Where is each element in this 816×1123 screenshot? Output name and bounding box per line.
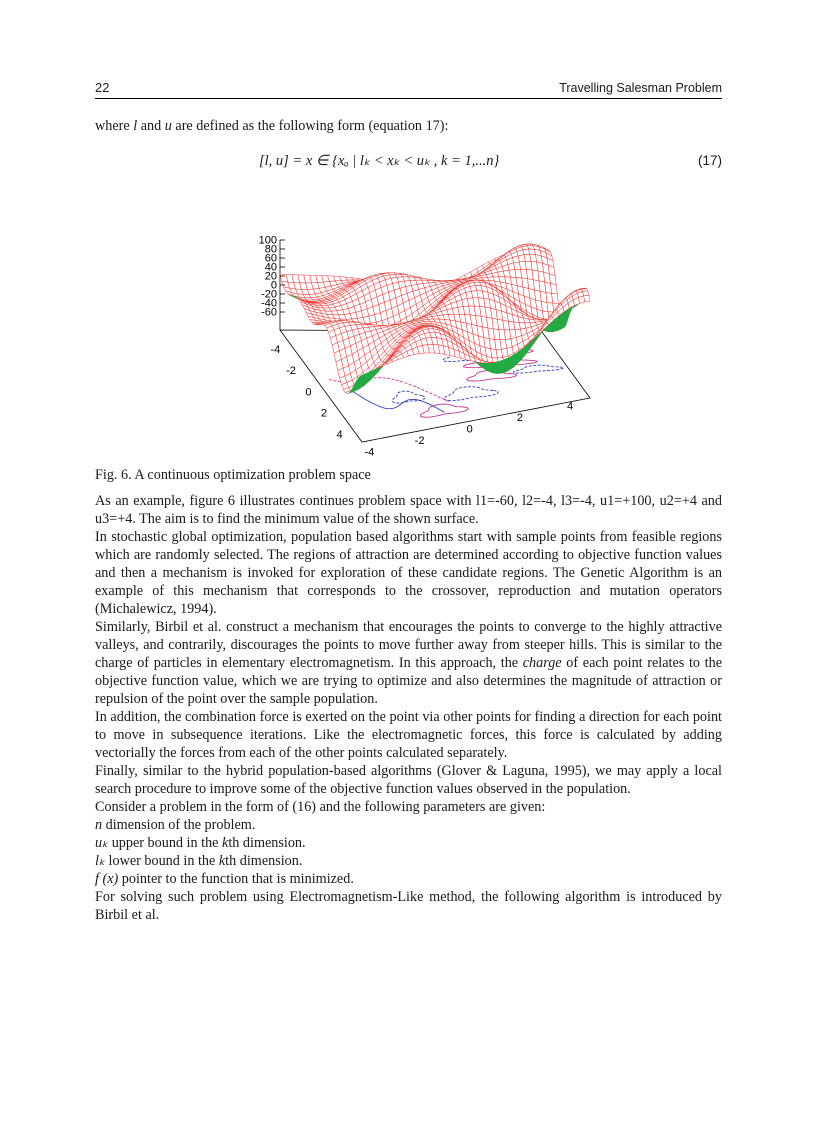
front-axis-tick-label: -4 [364,446,375,459]
param-text: upper bound in the [108,835,223,851]
intro-pre: where [95,118,134,134]
birbil-post: of each point relates to the objective function value, which we are trying to optimize and also determines the magnitude of attraction or repulsion of the point over the sample population. [95,655,722,707]
z-tick-label: 0 [270,279,277,292]
page-header [95,80,722,99]
equation-formula: [l, u] = x ∈ {xₐ | lₖ < xₖ < uₖ , k = 1,...n} [259,153,500,169]
body-text [95,492,722,924]
param-symbol: f (x) [95,871,119,887]
z-tick-label: 60 [264,252,277,265]
intro-u: u [164,118,172,134]
paragraph: Consider a problem in the form of (16) and the following parameters are given: [95,799,546,815]
z-tick-label: 100 [258,234,277,247]
param-n [95,816,722,834]
equation-17 [95,153,722,175]
running-title: Travelling Salesman Problem [559,81,722,95]
figure-6-surface-plot [238,200,598,470]
param-k: k [218,853,226,869]
param-symbol: uₖ [95,835,109,851]
left-axis [271,344,343,441]
left-axis-tick-label: 0 [305,386,312,399]
param-text: dimension of the problem. [102,817,256,833]
left-axis-tick-label: 4 [336,428,343,441]
param-text: lower bound in the [104,853,219,869]
surface-cell [551,283,558,294]
param-u [95,834,722,852]
left-axis-tick-label: 2 [320,407,328,420]
paragraph: In addition, the combination force is exerted on the point via other points for finding a direction for each point to move in subsequence iterations. Like the electromagnetic forces, this force is calculated by adding vectorially the forces from each of the other points calculated separately. [95,709,722,761]
param-l [95,852,722,870]
intro-mid: and [137,118,165,134]
intro-post: are defined as the following form (equation 17): [171,118,449,134]
param-symbol: lₖ [95,853,105,869]
surface-cell [552,293,559,303]
front-axis [365,401,574,459]
paragraph [95,618,722,708]
z-tick-label: 80 [264,243,277,256]
z-tick-label: 20 [264,270,277,283]
param-text: pointer to the function that is minimized. [118,871,354,887]
birbil-pre: Similarly, Birbil et al. construct a mechanism that encourages the points to converge to the highly attractive valleys, and contrarily, discourages the points to move further away from steeper hills. This is similar to the charge of particles in elementary electromagnetism. In this approach, the [95,619,722,671]
paragraph: In stochastic global optimization, population based algorithms start with sample points from feasible regions which are randomly selected. The regions of attraction are determined according to objective function values and then a mechanism is invoked for exploration of these candidate regions. The Genetic Algorithm is an example of this mechanism that corresponds to the crossover, reproduction and mutation operators (Michalewicz, 1994). [95,529,722,617]
param-symbol: n [95,817,103,833]
paragraph: Finally, similar to the hybrid population-based algorithms (Glover & Laguna, 1995), we may apply a local search procedure to improve some of the objective function values observed in the population. [95,763,722,797]
contour-line [444,387,498,401]
param-f [95,870,722,888]
surface-cell [549,274,556,285]
intro-line [95,117,722,135]
contour-line [420,404,468,417]
front-axis-tick-label: 2 [516,412,523,425]
surface-cell [583,291,589,296]
equation-number: (17) [697,153,722,168]
closing-paragraph: For solving such problem using Electromagnetism-Like method, the following algorithm is introduced by Birbil et al. [95,889,722,923]
param-tail: th dimension. [225,853,303,869]
front-axis-tick-label: 0 [466,423,473,436]
front-axis-tick-label: 4 [566,400,574,413]
surface-cell [584,295,590,302]
z-tick-label: -60 [261,306,277,319]
contour-line [392,391,425,403]
z-tick-label: 40 [264,261,277,274]
z-tick-label: -40 [261,297,277,310]
page-number: 22 [95,80,110,95]
figure-caption: Fig. 6. A continuous optimization problem space [95,467,371,483]
charge-term: charge [522,655,562,671]
z-tick-label: -20 [261,288,277,301]
left-axis-tick-label: -4 [270,343,281,356]
intro-l: l [133,118,138,134]
left-axis-tick-label: -2 [286,365,296,378]
param-k: k [222,835,229,851]
paragraph: As an example, figure 6 illustrates continues problem space with l1=-60, l2=-4, l3=-4, u1=+100, u2=+4 and u3=+4. The aim is to find the minimum value of the shown surface. [95,493,722,527]
front-axis-tick-label: -2 [414,434,425,447]
param-tail: th dimension. [228,835,306,851]
contour-line [513,365,563,373]
